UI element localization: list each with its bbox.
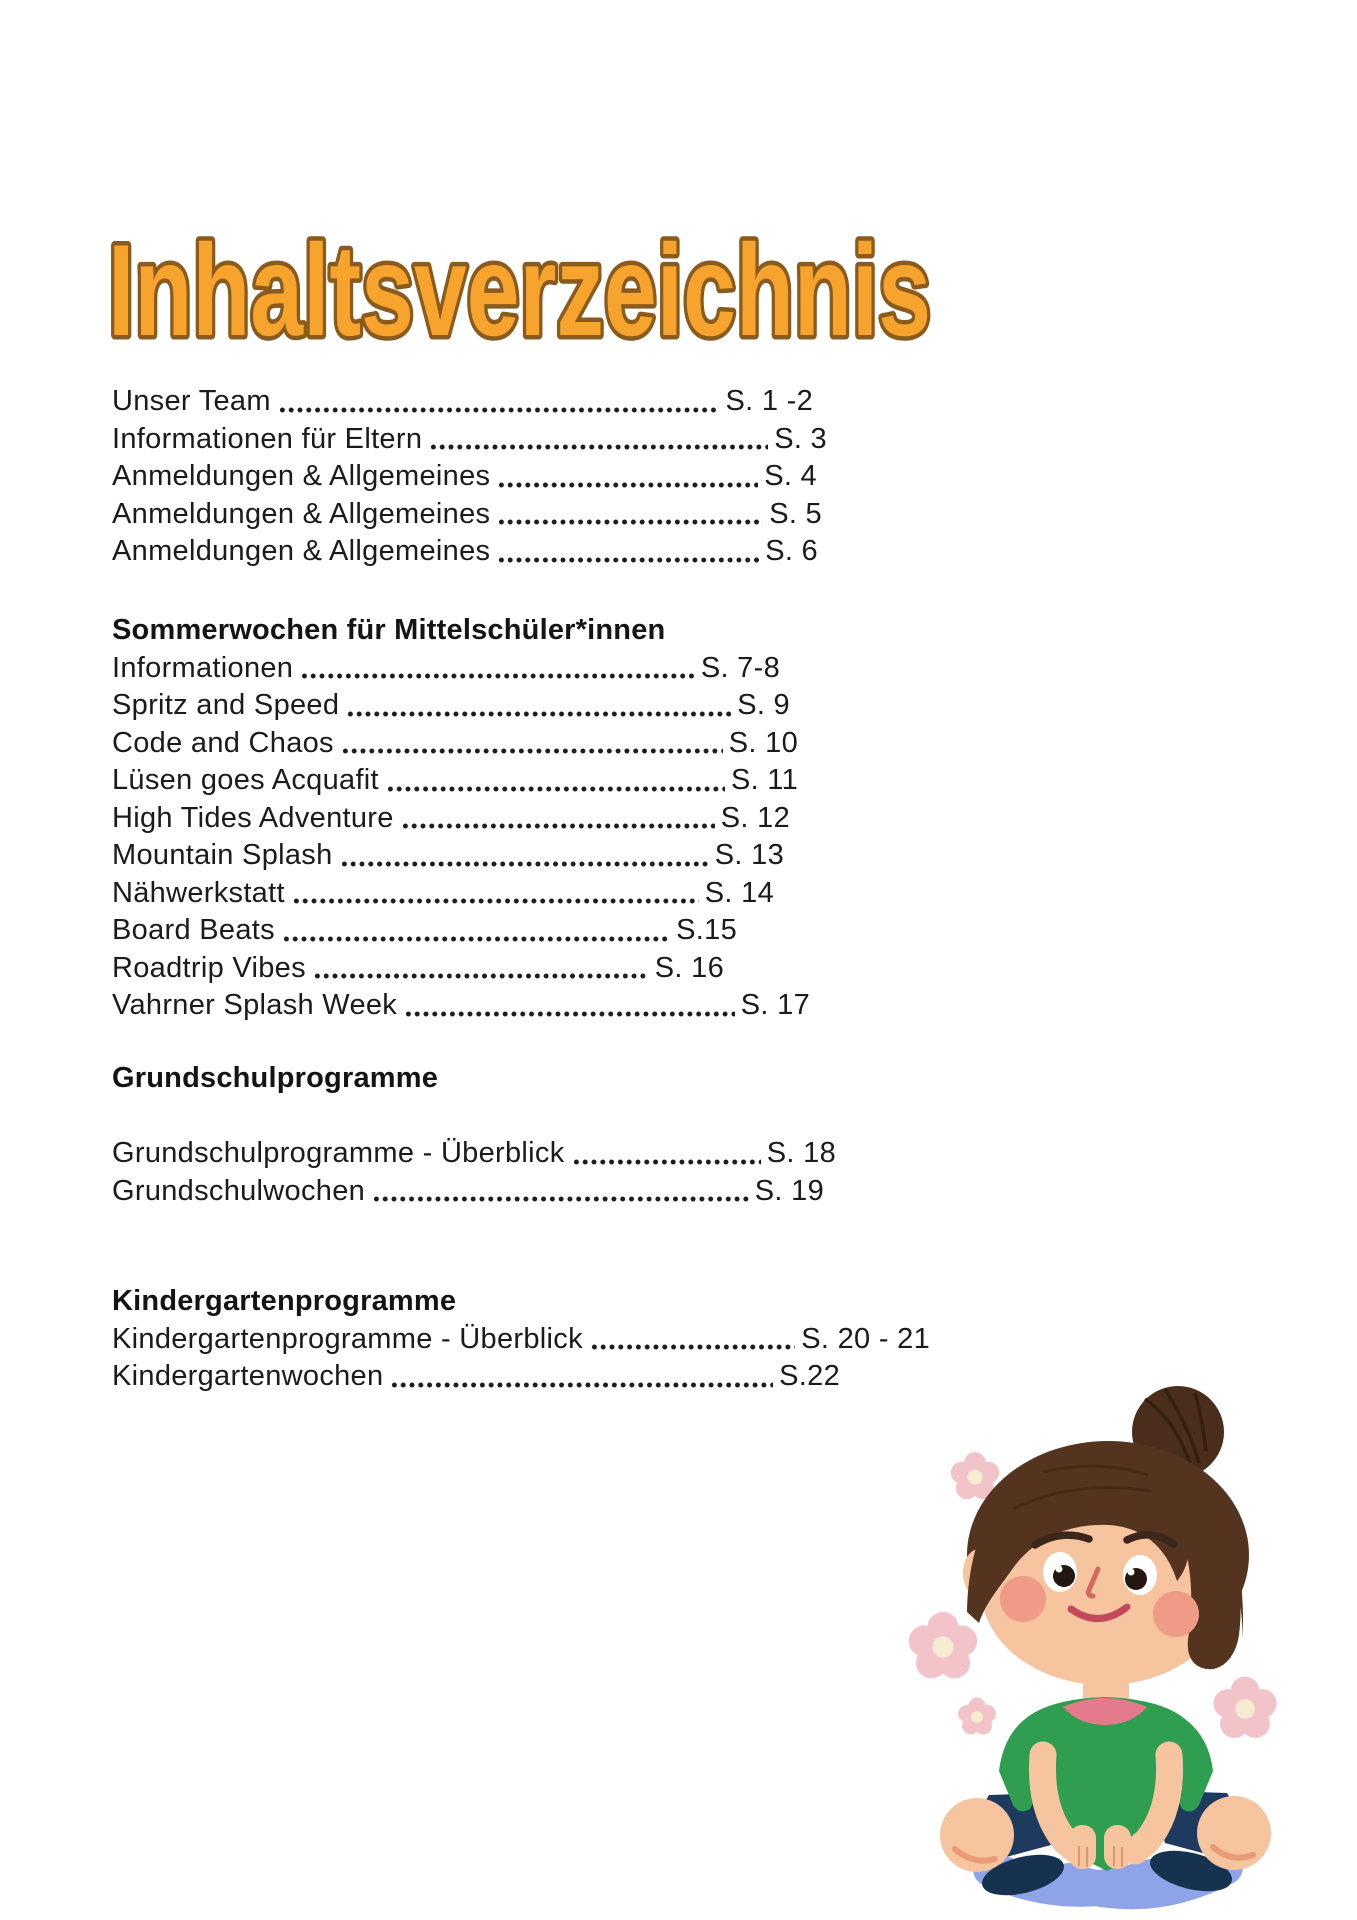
- toc-entry-label: Unser Team: [112, 385, 271, 417]
- toc-entry: [112, 1321, 930, 1359]
- toc-entry-label: Spritz and Speed: [112, 689, 340, 721]
- toc-entry-label: Vahrner Splash Week: [112, 989, 398, 1021]
- toc-entry-label: Code and Chaos: [112, 726, 334, 759]
- girl-illustration: [893, 1377, 1355, 1920]
- toc-entry-page: S. 12: [720, 801, 790, 834]
- dotted-leader: [497, 480, 758, 490]
- dotted-leader: [590, 1342, 795, 1352]
- flower-icon: [1213, 1677, 1276, 1738]
- toc-entry-label: Anmeldungen & Allgemeines: [112, 460, 491, 492]
- toc-section-general: [112, 383, 827, 571]
- toc-entry: [112, 533, 818, 571]
- toc-entry-page: S. 10: [728, 726, 798, 759]
- toc-entry: [112, 837, 784, 875]
- toc-entry-page: S. 1 -2: [725, 385, 813, 417]
- toc-entry-page: S. 19: [754, 1174, 824, 1207]
- toc-entry-page: S. 14: [704, 876, 774, 909]
- toc-entry: [112, 687, 790, 725]
- toc-entry: [112, 458, 817, 496]
- toc-entry-page: S. 5: [769, 497, 822, 530]
- toc-entry-label: Grundschulwochen: [112, 1174, 366, 1207]
- toc-entry-label: Informationen für Eltern: [112, 422, 423, 455]
- toc-entry: [112, 1173, 824, 1211]
- toc-entry-page: S. 17: [740, 989, 810, 1021]
- section-header: Grundschulprogramme: [112, 1062, 439, 1094]
- toc-entry-page: S. 11: [730, 764, 798, 796]
- toc-entry: [112, 496, 822, 534]
- dotted-leader: [372, 1194, 749, 1204]
- toc-entry-label: Lüsen goes Acquafit: [112, 764, 379, 796]
- toc-entry: [112, 383, 813, 421]
- toc-entry: [112, 421, 827, 459]
- toc-entry-label: Kindergartenprogramme - Überblick: [112, 1322, 583, 1355]
- dotted-leader: [346, 709, 731, 719]
- toc-entry-page: S. 20 - 21: [801, 1322, 930, 1355]
- page-title: [104, 217, 988, 373]
- flower-icon: [909, 1612, 977, 1678]
- dotted-leader: [282, 934, 670, 944]
- page-title-text: Inhaltsverzeichnis: [108, 217, 931, 363]
- dotted-leader: [386, 784, 725, 794]
- toc-entry: [112, 1135, 836, 1173]
- toc-entry: [112, 875, 774, 913]
- dotted-leader: [429, 442, 768, 452]
- toc-entry-label: Mountain Splash: [112, 839, 333, 871]
- toc-entry-page: S. 3: [774, 422, 827, 455]
- cheek-blush: [1153, 1591, 1199, 1637]
- dotted-leader: [390, 1380, 773, 1390]
- toc-entry-label: Informationen: [112, 651, 294, 684]
- toc-entry-page: S. 6: [765, 535, 818, 567]
- toc-entry-label: Board Beats: [112, 914, 275, 946]
- toc-entry-page: S. 4: [764, 460, 817, 492]
- dotted-leader: [313, 971, 649, 981]
- dotted-leader: [341, 746, 723, 756]
- toc-entry-page: S. 16: [654, 951, 724, 984]
- toc-entry-label: Grundschulprogramme - Überblick: [112, 1137, 565, 1169]
- toc-section-kindergarten: [112, 1283, 930, 1396]
- toc-section-mittelschule: [112, 612, 810, 1025]
- toc-section-grundschule: [112, 1060, 836, 1210]
- dotted-leader: [300, 671, 695, 681]
- toc-entry: [112, 912, 737, 950]
- dotted-leader: [401, 821, 715, 831]
- toc-entry: [112, 1358, 840, 1396]
- toc-entry-label: Roadtrip Vibes: [112, 951, 306, 984]
- dotted-leader: [340, 859, 709, 869]
- toc-entry: [112, 762, 798, 800]
- toc-entry: [112, 725, 798, 763]
- toc-entry-page: S. 9: [737, 689, 790, 721]
- toc-entry-label: Anmeldungen & Allgemeines: [112, 535, 491, 567]
- toc-entry-label: Kindergartenwochen: [112, 1360, 384, 1392]
- toc-entry: [112, 650, 780, 688]
- toc-entry-page: S.15: [676, 914, 737, 946]
- dotted-leader: [292, 896, 699, 906]
- cheek-blush: [1000, 1576, 1046, 1622]
- toc-entry-page: S. 7-8: [700, 651, 780, 684]
- toc-entry: [112, 950, 724, 988]
- flower-icon: [958, 1698, 996, 1735]
- dotted-leader: [497, 517, 763, 527]
- toc-entry-label: Nähwerkstatt: [112, 876, 285, 909]
- toc-entry-page: S. 13: [714, 839, 784, 871]
- toc-entry: [112, 800, 790, 838]
- toc-entry: [112, 987, 810, 1025]
- dotted-leader: [497, 555, 759, 565]
- toc-entry-label: High Tides Adventure: [112, 801, 394, 834]
- toc-entry-page: S. 18: [766, 1137, 836, 1169]
- section-header: Kindergartenprogramme: [112, 1285, 457, 1317]
- dotted-leader: [404, 1009, 735, 1019]
- toc-entry-label: Anmeldungen & Allgemeines: [112, 497, 491, 530]
- dotted-leader: [572, 1157, 761, 1167]
- section-header: Sommerwochen für Mittelschüler*innen: [112, 614, 666, 646]
- toc-entry-page: S.22: [779, 1360, 840, 1392]
- dotted-leader: [278, 405, 720, 415]
- section-gap: [112, 1098, 836, 1136]
